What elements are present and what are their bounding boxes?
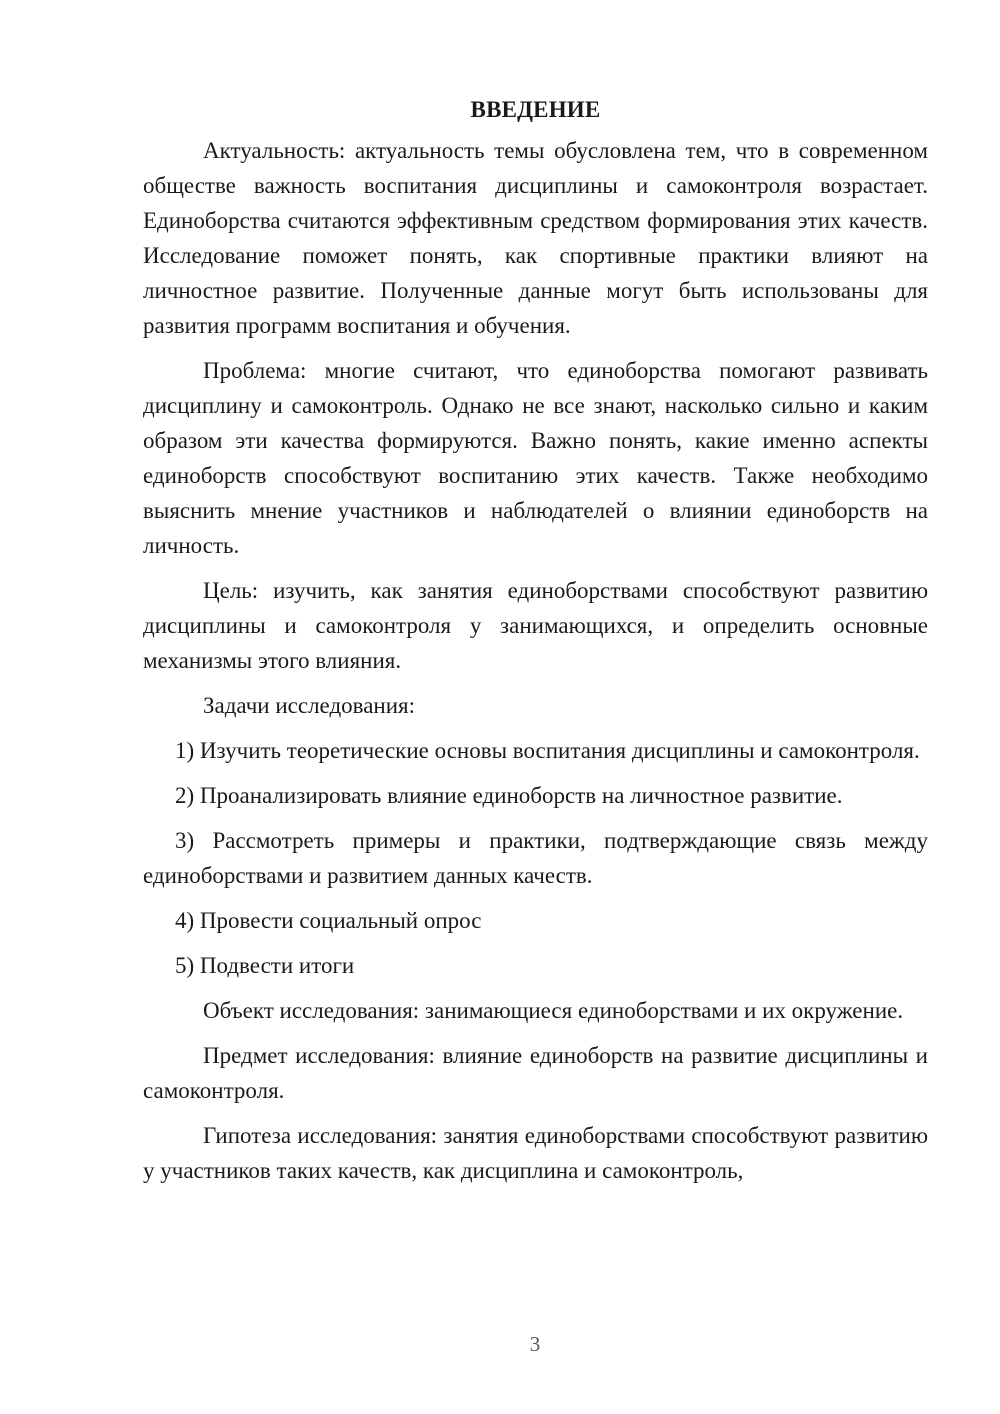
goal-paragraph: Цель: изучить, как занятия единоборствами способствуют развитию дисциплины и самоконтроля у занимающихся, и определить основные механизмы этого влияния. xyxy=(143,578,928,673)
page-content xyxy=(143,92,928,1198)
tasks-heading: Задачи исследования: xyxy=(203,693,416,718)
task-item-2: 2) Проанализировать влияние единоборств на личностное развитие. xyxy=(175,783,843,808)
section-title: ВВЕДЕНИЕ xyxy=(470,97,601,122)
task-item-5: 5) Подвести итоги xyxy=(175,953,355,978)
task-item-1: 1) Изучить теоретические основы воспитания дисциплины и самоконтроля. xyxy=(175,738,920,763)
hypothesis-paragraph: Гипотеза исследования: занятия единоборствами способствуют развитию у участников таких качеств, как дисциплина и самоконтроль, xyxy=(143,1123,928,1183)
subject-paragraph: Предмет исследования: влияние единоборств на развитие дисциплины и самоконтроля. xyxy=(143,1043,928,1103)
task-item-4: 4) Провести социальный опрос xyxy=(175,908,482,933)
page-number: 3 xyxy=(529,1332,541,1356)
task-item-3: 3) Рассмотреть примеры и практики, подтверждающие связь между единоборствами и развитием данных качеств. xyxy=(143,828,928,888)
relevance-paragraph: Актуальность: актуальность темы обусловлена тем, что в современном обществе важность воспитания дисциплины и самоконтроля возрастает. Единоборства считаются эффективным средством формирования этих качеств. Исследование поможет понять, как спортивные практики влияют на личностное развитие. Полученные данные могут быть использованы для развития программ воспитания и обучения. xyxy=(143,138,928,338)
problem-paragraph: Проблема: многие считают, что единоборства помогают развивать дисциплину и самоконтроль. Однако не все знают, насколько сильно и каким образом эти качества формируются. Важно понять, какие именно аспекты единоборств способствуют воспитанию этих качеств. Также необходимо выяснить мнение участников и наблюдателей о влиянии единоборств на личность. xyxy=(143,358,928,558)
object-paragraph: Объект исследования: занимающиеся единоборствами и их окружение. xyxy=(203,998,904,1023)
